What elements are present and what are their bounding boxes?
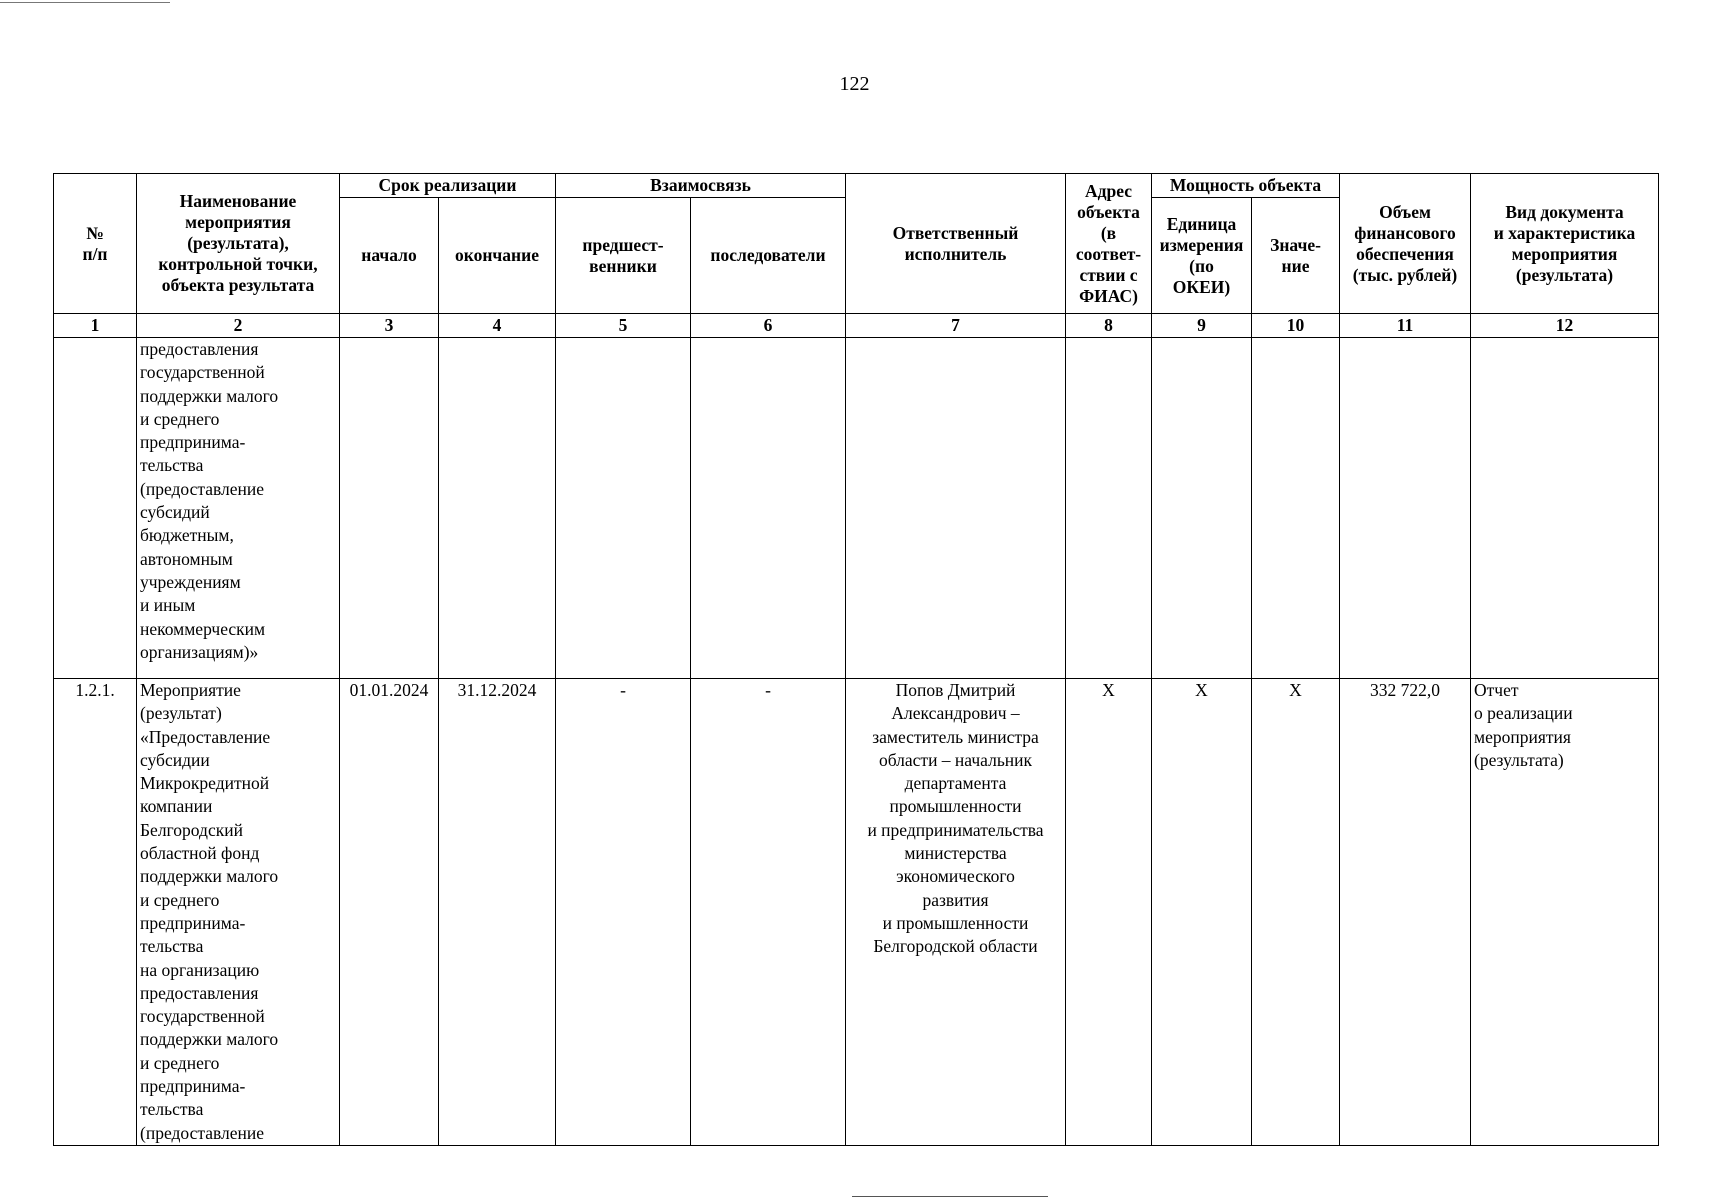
header-executor: Ответственный исполнитель: [846, 174, 1066, 314]
cell-value: [1252, 338, 1340, 679]
column-number: 12: [1471, 314, 1659, 338]
header-capacity-group: Мощность объекта: [1152, 174, 1340, 198]
cell-successors: [691, 338, 846, 679]
cell-funding: [1340, 338, 1471, 679]
header-value: Значе- ние: [1252, 198, 1340, 314]
header-period-end: окончание: [439, 198, 556, 314]
cell-successors: -: [691, 679, 846, 1146]
page-number: 122: [839, 73, 870, 95]
header-predecessors: предшест- венники: [556, 198, 691, 314]
header-name: Наименование мероприятия (результата), контрольной точки, объекта результата: [137, 174, 340, 314]
cell-address: [1066, 338, 1152, 679]
cell-funding: 332 722,0: [1340, 679, 1471, 1146]
header-successors: последователи: [691, 198, 846, 314]
cell-executor: Попов Дмитрий Александрович – заместитель министра области – начальник департамента промышленности и предпринимательства министерства экономического развития и промышленности Белгородской области: [846, 679, 1066, 1146]
cell-doc-type: [1471, 338, 1659, 679]
column-number: 9: [1152, 314, 1252, 338]
table-row: [54, 338, 1659, 679]
column-number: 6: [691, 314, 846, 338]
column-number: 8: [1066, 314, 1152, 338]
cell-end: [439, 338, 556, 679]
cell-address: X: [1066, 679, 1152, 1146]
column-number: 10: [1252, 314, 1340, 338]
column-number: 5: [556, 314, 691, 338]
column-number: 11: [1340, 314, 1471, 338]
header-doc-type: Вид документа и характеристика мероприятия (результата): [1471, 174, 1659, 314]
cell-executor: [846, 338, 1066, 679]
column-number: 3: [340, 314, 439, 338]
cell-name: предоставления государственной поддержки малого и среднего предпринима- тельства (предоставление субсидий бюджетным, автономным учреждениям и иным некоммерческим организациям)»: [137, 338, 340, 679]
scan-corner-line: [0, 2, 170, 3]
cell-unit: [1152, 338, 1252, 679]
header-unit: Единица измерения (по ОКЕИ): [1152, 198, 1252, 314]
cell-doc-type: Отчет о реализации мероприятия (результата): [1471, 679, 1659, 1146]
cell-name: Мероприятие (результат) «Предоставление субсидии Микрокредитной компании Белгородский областной фонд поддержки малого и среднего предпринима- тельства на организацию предоставления государственной поддержки малого и среднего предпринима- тельства (предоставление: [137, 679, 340, 1146]
cell-start: [340, 338, 439, 679]
column-number: 7: [846, 314, 1066, 338]
header-funding: Объем финансового обеспечения (тыс. рублей): [1340, 174, 1471, 314]
header-link-group: Взаимосвязь: [556, 174, 846, 198]
cell-start: 01.01.2024: [340, 679, 439, 1146]
header-period-start: начало: [340, 198, 439, 314]
cell-predecessors: [556, 338, 691, 679]
table-row: [54, 679, 1659, 1146]
cell-end: 31.12.2024: [439, 679, 556, 1146]
cell-value: X: [1252, 679, 1340, 1146]
cell-num: 1.2.1.: [54, 679, 137, 1146]
header-period-group: Срок реализации: [340, 174, 556, 198]
header-num: № п/п: [54, 174, 137, 314]
column-number: 1: [54, 314, 137, 338]
plan-table: [53, 173, 1659, 1146]
column-number: 2: [137, 314, 340, 338]
cell-num: [54, 338, 137, 679]
header-address: Адрес объекта (в соответ- ствии с ФИАС): [1066, 174, 1152, 314]
column-number: 4: [439, 314, 556, 338]
cell-predecessors: -: [556, 679, 691, 1146]
cell-unit: X: [1152, 679, 1252, 1146]
scan-bottom-line: [852, 1196, 1048, 1197]
